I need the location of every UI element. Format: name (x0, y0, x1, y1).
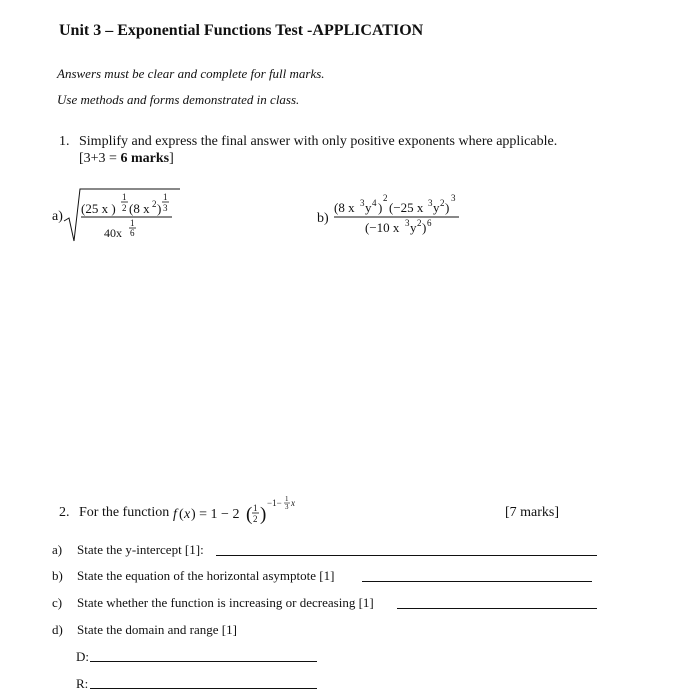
svg-text:f: f (173, 507, 177, 522)
q1-part-b-label: b) (317, 211, 329, 226)
svg-text:40x: 40x (104, 226, 122, 240)
svg-text:(−10 x: (−10 x (365, 220, 400, 235)
svg-text:): ) (445, 200, 450, 215)
svg-text:2: 2 (152, 199, 157, 209)
q2-item-b-label: b) (52, 568, 63, 583)
svg-text:1: 1 (122, 192, 127, 202)
svg-text:3: 3 (405, 218, 410, 228)
q2-function-expression (173, 494, 308, 533)
instruction-note-2: Use methods and forms demonstrated in class. (57, 92, 300, 107)
answer-line-increasing[interactable] (397, 608, 597, 609)
svg-text:3: 3 (285, 503, 289, 511)
answer-line-range[interactable] (90, 688, 317, 689)
svg-text:3: 3 (163, 203, 168, 213)
svg-text:2: 2 (383, 193, 388, 203)
q1-number: 1. (59, 134, 70, 149)
q2-item-c-label: c) (52, 595, 63, 610)
answer-line-asymptote[interactable] (362, 581, 592, 582)
q2-item-d-text: State the domain and range [1] (77, 622, 237, 637)
q1-part-b-expression (332, 190, 482, 245)
svg-text:3: 3 (451, 193, 456, 203)
instruction-note-1: Answers must be clear and complete for full marks. (57, 66, 325, 81)
svg-text:(8 x: (8 x (129, 201, 150, 216)
svg-text:y: y (410, 220, 417, 235)
svg-text:x: x (184, 507, 191, 522)
svg-text:): ) (260, 504, 267, 525)
q1-marks-open: [3+3 = (79, 151, 121, 166)
svg-text:(: ( (246, 504, 253, 525)
svg-text:4: 4 (372, 198, 377, 208)
svg-text:3: 3 (360, 198, 365, 208)
answer-line-domain[interactable] (90, 661, 317, 662)
q2-number: 2. (59, 505, 70, 520)
svg-text:2: 2 (253, 514, 258, 524)
svg-text:(−25 x: (−25 x (389, 200, 424, 215)
svg-text:3: 3 (428, 198, 433, 208)
answer-line-y-intercept[interactable] (216, 555, 597, 556)
page-title: Unit 3 – Exponential Functions Test -APPLICATION (59, 22, 424, 39)
q1-marks (79, 151, 174, 167)
svg-text:1: 1 (285, 495, 289, 503)
q1-marks-bold: 6 marks (120, 151, 170, 166)
q2-item-a-text: State the y-intercept [1]: (77, 542, 204, 557)
q2-marks: [7 marks] (505, 505, 560, 520)
svg-text:6: 6 (130, 228, 135, 238)
q1-text: Simplify and express the final answer with only positive exponents where applicable. (79, 134, 558, 149)
domain-label: D: (76, 649, 89, 664)
svg-text:): ) (378, 200, 383, 215)
range-label: R: (76, 676, 89, 691)
q1-part-a-label: a) (52, 209, 63, 224)
q2-intro: For the function (79, 505, 170, 520)
svg-text:6: 6 (427, 218, 432, 228)
q2-item-d-label: d) (52, 622, 63, 637)
q1-marks-close: ] (169, 151, 174, 166)
svg-text:) = 1 − 2: ) = 1 − 2 (191, 507, 240, 522)
svg-text:2: 2 (417, 218, 422, 228)
svg-text:(8 x: (8 x (334, 200, 355, 215)
svg-text:−1−: −1− (267, 498, 282, 508)
svg-text:): ) (157, 201, 162, 216)
svg-text:(: ( (179, 507, 184, 522)
svg-text:1: 1 (130, 218, 135, 228)
svg-text:1: 1 (163, 192, 168, 202)
svg-text:): ) (422, 220, 427, 235)
q1-part-a-expression (62, 183, 182, 252)
q2-item-c-text: State whether the function is increasing or decreasing [1] (77, 595, 374, 610)
svg-text:2: 2 (440, 198, 445, 208)
q2-item-a-label: a) (52, 542, 63, 557)
svg-text:2: 2 (122, 203, 127, 213)
svg-text:y: y (365, 200, 372, 215)
svg-text:(25 x ): (25 x ) (81, 201, 116, 216)
q2-item-b-text: State the equation of the horizontal asymptote [1] (77, 568, 335, 583)
svg-text:x: x (291, 498, 295, 508)
svg-text:1: 1 (253, 503, 258, 513)
svg-text:y: y (433, 200, 440, 215)
